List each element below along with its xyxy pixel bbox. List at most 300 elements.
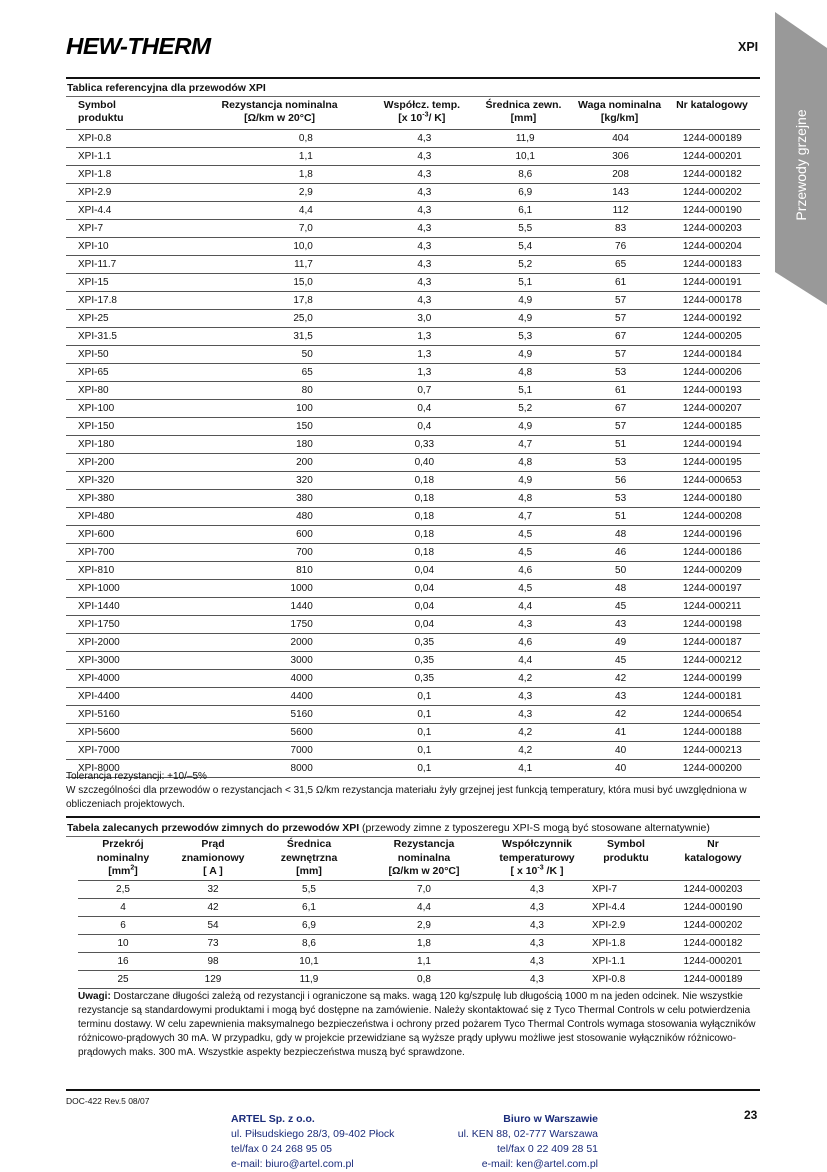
table-cell: 4,4 (298, 205, 313, 216)
table-row (66, 346, 760, 364)
table-cell: 1244-000194 (682, 439, 742, 450)
table-cell: 5160 (290, 709, 313, 720)
reference-table (66, 97, 760, 778)
table-cell: XPI-480 (78, 511, 115, 522)
table-row (66, 670, 760, 688)
table-cell: 1,1 (417, 956, 431, 967)
page-number: 23 (744, 1108, 758, 1122)
table-row (66, 328, 760, 346)
table-cell: 8000 (290, 763, 313, 774)
table-cell: 0,04 (414, 619, 435, 630)
table-cell: 112 (612, 205, 629, 216)
table-cell: 45 (615, 601, 627, 612)
table-cell: 1244-000205 (682, 331, 742, 342)
header-text: Symbol (607, 838, 645, 850)
table-cell: 4,5 (518, 529, 533, 540)
table-row (78, 899, 760, 917)
table-cell: 6 (120, 920, 126, 931)
table-row (66, 364, 760, 382)
table-cell: 1244-000213 (682, 745, 742, 756)
table-body (66, 130, 760, 778)
phone: tel/fax 0 22 409 28 51 (497, 1143, 598, 1155)
table-cell: 1244-000190 (683, 902, 743, 913)
table-cell: 6,1 (302, 902, 316, 913)
table-cell: XPI-4.4 (592, 902, 626, 913)
table-cell: XPI-2000 (78, 637, 120, 648)
table-cell: 48 (615, 529, 627, 540)
table-cell: 0,4 (417, 421, 432, 432)
table-cell: 810 (296, 565, 313, 576)
table-cell: XPI-7 (78, 223, 104, 234)
table-cell: XPI-17.8 (78, 295, 117, 306)
table-cell: 4,3 (417, 205, 432, 216)
table-cell: 480 (296, 511, 313, 522)
table-cell: 4,2 (518, 727, 533, 738)
table-cell: 4,8 (518, 367, 533, 378)
table-cell: 54 (207, 920, 219, 931)
table-cell: 180 (296, 439, 313, 450)
table2-title (67, 822, 710, 834)
header-cell (168, 838, 258, 880)
doc-reference: DOC-422 Rev.5 08/07 (66, 1096, 150, 1106)
table-cell: 11,7 (294, 259, 313, 270)
table-cell: 40 (615, 763, 627, 774)
table-cell: 67 (615, 403, 627, 414)
table-cell: 48 (615, 583, 627, 594)
table-header (78, 838, 760, 881)
table-cell: 4,3 (417, 277, 432, 288)
table-cell: 0,04 (414, 565, 435, 576)
table-cell: 5,1 (518, 277, 533, 288)
table-cell: 0,18 (414, 529, 435, 540)
table-cell: 1244-000209 (682, 565, 742, 576)
table-body (78, 881, 760, 989)
header-text: znamionowy (181, 851, 245, 864)
table-cell: 3,0 (417, 313, 432, 324)
table-row (66, 166, 760, 184)
table-cell: XPI-10 (78, 241, 109, 252)
table-cell: 53 (615, 493, 627, 504)
table-cell: XPI-180 (78, 439, 115, 450)
table-cell: 1244-000204 (682, 241, 742, 252)
table-cell: 1000 (290, 583, 313, 594)
table-cell: 1244-000207 (682, 403, 742, 414)
header-text (372, 112, 472, 125)
table-cell: 0,1 (417, 763, 432, 774)
table-cell: 4400 (290, 691, 313, 702)
table-cell: 1244-000189 (682, 133, 742, 144)
table-cell: XPI-4400 (78, 691, 120, 702)
table-cell: 700 (296, 547, 313, 558)
table-cell: 404 (612, 133, 629, 144)
header-unit (360, 865, 488, 879)
table-cell: 0,35 (414, 673, 435, 684)
table2-top-rule (66, 816, 760, 818)
table-cell: 42 (615, 673, 627, 684)
table-cell: 2,9 (417, 920, 431, 931)
email-link[interactable]: e-mail: biuro@artel.com.pl (231, 1158, 354, 1170)
table-cell: 53 (615, 457, 627, 468)
company-name: ARTEL Sp. z o.o. (231, 1113, 315, 1125)
table-cell: 4,3 (530, 938, 544, 949)
table-cell: 76 (615, 241, 627, 252)
table-cell: XPI-150 (78, 421, 115, 432)
table-row (66, 742, 760, 760)
table-cell: 25,0 (293, 313, 313, 324)
table-cell: XPI-810 (78, 565, 115, 576)
table2-title-rule (66, 836, 760, 837)
table-cell: 0,18 (414, 493, 435, 504)
header-sup: -3 (422, 111, 429, 119)
table-cell: 6,9 (302, 920, 316, 931)
table-cell: 4,1 (518, 763, 533, 774)
table-row (66, 220, 760, 238)
table-row (66, 256, 760, 274)
table-cell: 1750 (290, 619, 313, 630)
header-text: Rezystancja (393, 838, 455, 850)
table-row (78, 881, 760, 899)
table-row (66, 130, 760, 148)
table-cell: 0,35 (414, 655, 435, 666)
table-cell: XPI-700 (78, 547, 115, 558)
header-sup: 2 (130, 864, 135, 872)
table-cell: XPI-0.8 (592, 974, 626, 985)
table-cell: 4,7 (518, 511, 533, 522)
cold-lead-table (78, 838, 760, 989)
table-cell: 16 (117, 956, 129, 967)
table-cell: 1244-000185 (682, 421, 742, 432)
table-cell: 5,4 (518, 241, 533, 252)
table-cell: 67 (615, 331, 627, 342)
table-cell: 1,3 (417, 349, 432, 360)
table-cell: XPI-1.1 (78, 151, 112, 162)
table-cell: 4,2 (518, 745, 533, 756)
tolerance-note: Tolerancja rezystancji: +10/–5% (66, 771, 207, 782)
table-cell: 380 (296, 493, 313, 504)
table-cell: 1244-000182 (683, 938, 743, 949)
table-cell: 0,1 (417, 709, 432, 720)
table-cell: 0,7 (417, 385, 432, 396)
table-cell: 1244-000192 (682, 313, 742, 324)
header-text: Średnica (286, 838, 332, 850)
table-cell: 1,3 (417, 331, 432, 342)
table-cell: XPI-2.9 (78, 187, 112, 198)
table-cell: 83 (615, 223, 627, 234)
header-text: Symbol (78, 99, 116, 111)
table-cell: 4,8 (518, 493, 533, 504)
header-text: / K] (428, 112, 446, 124)
table-cell: XPI-4000 (78, 673, 120, 684)
table-row (66, 310, 760, 328)
header-text: produktu (603, 851, 649, 864)
table-cell: 4,3 (518, 691, 533, 702)
table-cell: XPI-65 (78, 367, 109, 378)
table-cell: 4,3 (530, 902, 544, 913)
table-cell: 1244-000212 (682, 655, 742, 666)
table-cell: 1244-000187 (682, 637, 742, 648)
table-cell: 1244-000211 (683, 601, 742, 612)
table-cell: 1,8 (417, 938, 431, 949)
table-cell: 73 (207, 938, 219, 949)
table-cell: 65 (301, 367, 313, 378)
table-cell: XPI-1000 (78, 583, 120, 594)
table-row (66, 562, 760, 580)
col-resistance (187, 99, 372, 129)
table-cell: 600 (296, 529, 313, 540)
table-cell: 0,04 (414, 583, 435, 594)
table-cell: 57 (615, 421, 627, 432)
section-code: XPI (738, 40, 759, 54)
header-text: nominalny (96, 851, 150, 864)
table-cell: 5,2 (518, 259, 533, 270)
header-text: Nr (707, 838, 719, 850)
table-cell: XPI-11.7 (78, 259, 117, 270)
brand-logo: HEW-THERM (66, 33, 211, 59)
header-text: Nr katalogowy (676, 99, 748, 111)
table-cell: 1244-000206 (682, 367, 742, 378)
table-cell: 65 (615, 259, 627, 270)
table-cell: 1244-000653 (682, 475, 742, 486)
table-cell: 306 (612, 151, 629, 162)
table-row (66, 454, 760, 472)
header-text: Współczynnik (501, 838, 572, 850)
header-text: [Ω/km w 20°C] (388, 865, 460, 877)
table-cell: 1244-000200 (682, 763, 742, 774)
table-cell: 53 (615, 367, 627, 378)
table-cell: XPI-1440 (78, 601, 120, 612)
table-row (66, 274, 760, 292)
table-cell: 42 (207, 902, 219, 913)
table-cell: 46 (615, 547, 627, 558)
table-row (66, 616, 760, 634)
table-cell: 4,9 (518, 313, 533, 324)
table-cell: 4,3 (530, 974, 544, 985)
table-header (66, 97, 760, 130)
table-cell: 320 (296, 475, 313, 486)
table-cell: 1244-000208 (682, 511, 742, 522)
table-cell: XPI-3000 (78, 655, 120, 666)
table-row (66, 526, 760, 544)
table-cell: 61 (615, 385, 627, 396)
table-cell: 2,5 (116, 884, 130, 895)
table-cell: 0,18 (414, 547, 435, 558)
table-cell: XPI-80 (78, 385, 109, 396)
table-row (78, 935, 760, 953)
table-cell: 1244-000199 (682, 673, 742, 684)
table-cell: 0,04 (414, 601, 435, 612)
table-cell: 6,9 (518, 187, 533, 198)
table-cell: 25 (117, 974, 129, 985)
table-cell: XPI-4.4 (78, 205, 112, 216)
table-cell: 11,9 (515, 133, 535, 144)
col-temp-coeff (372, 99, 472, 129)
table-cell: 1244-000189 (683, 974, 743, 985)
header-text: [ x 10 (510, 865, 538, 877)
table1-notes (66, 770, 760, 812)
header-cell (586, 838, 666, 880)
table-cell: 1244-000201 (682, 151, 742, 162)
table-cell: 0,18 (414, 475, 435, 486)
table-row (78, 953, 760, 971)
table-cell: XPI-31.5 (78, 331, 117, 342)
table-cell: 8,6 (518, 169, 533, 180)
table-row (66, 148, 760, 166)
table-cell: 1244-000203 (683, 884, 743, 895)
table-row (66, 292, 760, 310)
table-cell: 0,4 (417, 403, 432, 414)
header-text: Średnica zewn. (485, 99, 562, 111)
table-row (66, 472, 760, 490)
table-cell: 4,3 (530, 884, 544, 895)
table-cell: 10,0 (293, 241, 313, 252)
header-text: [ A ] (203, 865, 223, 877)
table-cell: XPI-600 (78, 529, 115, 540)
table-row (66, 418, 760, 436)
table-cell: 40 (615, 745, 627, 756)
table-cell: 4,5 (518, 547, 533, 558)
col-symbol (66, 99, 185, 129)
email-link[interactable]: e-mail: ken@artel.com.pl (481, 1158, 598, 1170)
table-cell: 0,33 (414, 439, 435, 450)
table-cell: 98 (207, 956, 219, 967)
table-cell: 4,3 (518, 619, 533, 630)
table-cell: 1244-000654 (682, 709, 742, 720)
table-cell: XPI-1.8 (592, 938, 626, 949)
table-cell: 31,5 (293, 331, 313, 342)
table-cell: 51 (615, 511, 627, 522)
table-row (66, 202, 760, 220)
table-cell: 1244-000183 (682, 259, 742, 270)
table-cell: 50 (301, 349, 313, 360)
table-cell: 4,3 (530, 956, 544, 967)
header-text: /K ] (543, 865, 564, 877)
table-cell: 7,0 (298, 223, 313, 234)
table-cell: 1244-000181 (682, 691, 742, 702)
table-cell: XPI-320 (78, 475, 115, 486)
table-cell: 1244-000184 (682, 349, 742, 360)
phone: tel/fax 0 24 268 95 05 (231, 1143, 332, 1155)
col-diameter (472, 99, 575, 129)
table-cell: 57 (615, 313, 627, 324)
header-text: Waga nominalna (578, 99, 662, 111)
table-cell: 4 (120, 902, 126, 913)
table1-title: Tablica referencyjna dla przewodów XPI (67, 82, 266, 94)
table-cell: XPI-8000 (78, 763, 120, 774)
table-cell: 1,3 (417, 367, 432, 378)
table-cell: 5,5 (302, 884, 316, 895)
header-text: Współcz. temp. (383, 99, 461, 111)
table-cell: XPI-25 (78, 313, 109, 324)
table-cell: 4,6 (518, 637, 533, 648)
table-cell: 1244-000196 (682, 529, 742, 540)
table-cell: XPI-1.1 (592, 956, 626, 967)
table-cell: XPI-7 (592, 884, 618, 895)
table-cell: 5,2 (518, 403, 533, 414)
table-cell: 1244-000178 (682, 295, 742, 306)
table-cell: 0,1 (417, 745, 432, 756)
table-cell: 8,6 (302, 938, 316, 949)
street: ul. Piłsudskiego 28/3, 09-402 Płock (231, 1128, 395, 1140)
header-cell (360, 838, 488, 880)
table-cell: 4,4 (417, 902, 431, 913)
table-cell: 7,0 (417, 884, 431, 895)
header-text: produktu (78, 112, 124, 124)
table-row (66, 688, 760, 706)
table-cell: 4000 (290, 673, 313, 684)
table-cell: 1244-000182 (682, 169, 742, 180)
table-cell: 1244-000195 (682, 457, 742, 468)
header-text: Prąd (201, 838, 225, 850)
header-unit (488, 865, 586, 879)
table-row (66, 436, 760, 454)
table-cell: 0,1 (417, 691, 432, 702)
table-row (66, 580, 760, 598)
table-cell: 51 (615, 439, 627, 450)
table-cell: 0,8 (298, 133, 313, 144)
table-cell: 1,1 (298, 151, 313, 162)
table-cell: 143 (612, 187, 629, 198)
table-row (66, 400, 760, 418)
table-cell: 1244-000191 (682, 277, 742, 288)
header-sup: -3 (537, 864, 544, 872)
table-cell: 6,1 (518, 205, 533, 216)
header-text: [kg/km] (600, 112, 639, 124)
table-row (66, 724, 760, 742)
header-text: [mm (108, 865, 131, 877)
table-cell: 57 (615, 295, 627, 306)
table-cell: 5,3 (518, 331, 533, 342)
table-cell: 4,8 (518, 457, 533, 468)
header-text: temperaturowy (499, 851, 575, 864)
table-cell: 4,3 (417, 187, 432, 198)
table-cell: 3000 (290, 655, 313, 666)
table-cell: 1244-000202 (682, 187, 742, 198)
table-cell: 45 (615, 655, 627, 666)
table-row (66, 490, 760, 508)
table-cell: 43 (615, 619, 627, 630)
temperature-note: W szczególności dla przewodów o rezystancjach < 31,5 Ω/km rezystancja materiału żyły grzejnej jest funkcją temperatury, która musi być uwzględniona w obliczeniach projektowych. (66, 785, 747, 810)
table-cell: 1244-000197 (682, 583, 742, 594)
table-cell: 4,9 (518, 421, 533, 432)
table-cell: XPI-5600 (78, 727, 120, 738)
table-cell: 4,9 (518, 475, 533, 486)
table-cell: 1244-000188 (682, 727, 742, 738)
table-cell: 4,3 (518, 709, 533, 720)
header-text: [mm] (510, 112, 537, 124)
table-cell: 17,8 (293, 295, 313, 306)
header-cell (666, 838, 760, 880)
table-cell: 43 (615, 691, 627, 702)
table-row (66, 652, 760, 670)
table-row (66, 598, 760, 616)
table-cell: 50 (615, 565, 627, 576)
table-cell: 4,3 (417, 133, 432, 144)
table-row (66, 544, 760, 562)
table-cell: 57 (615, 349, 627, 360)
table-cell: 49 (615, 637, 627, 648)
office-name: Biuro w Warszawie (503, 1113, 598, 1125)
col-weight (575, 99, 664, 129)
table-cell: 42 (615, 709, 627, 720)
table-cell: 10,1 (515, 151, 535, 162)
table-cell: 4,6 (518, 565, 533, 576)
header-text: ] (134, 865, 138, 877)
table-row (66, 634, 760, 652)
table-cell: 4,3 (417, 223, 432, 234)
table-cell: 56 (615, 475, 627, 486)
table-cell: 208 (612, 169, 629, 180)
table-cell: 1244-000180 (682, 493, 742, 504)
